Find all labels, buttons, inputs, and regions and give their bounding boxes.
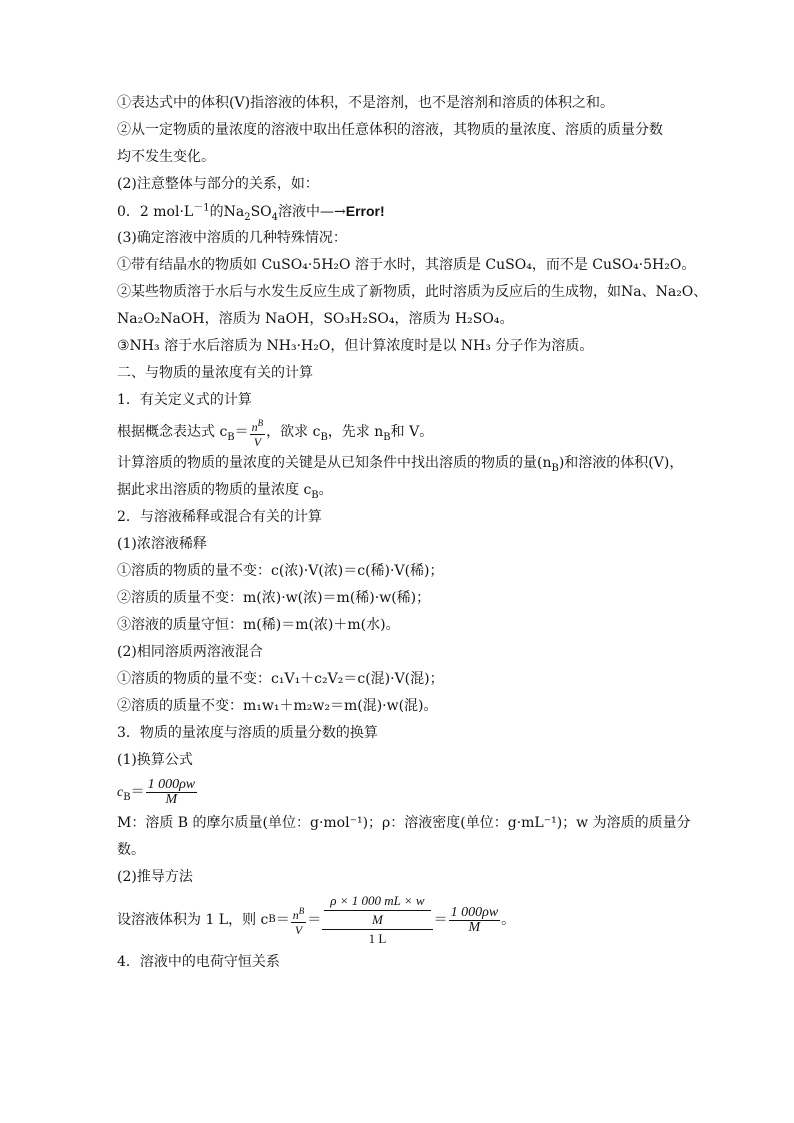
text-line: ①带有结晶水的物质如 CuSO₄·5H₂O 溶于水时，其溶质是 CuSO₄，而不是 CuSO₄·5H₂O。 <box>117 257 696 273</box>
numerator <box>250 416 266 435</box>
equals-sign: ＝ <box>130 784 145 800</box>
numerator: 1 000ρw <box>450 904 499 920</box>
subscript: B <box>383 431 391 443</box>
conversion-formula-line <box>117 774 683 810</box>
subsection-heading: 4．溶液中的电荷守恒关系 <box>117 954 280 970</box>
derivation-row: 设溶液体积为 1 L，则 c B ＝ $\frac{n^B}{V}$ ＝ $\frac{\frac{\rho \times 1 000 mL \times w}{M}}{1 L}$ ＝ $\frac{1 000\rho w}{M}$ 。 <box>117 893 516 946</box>
inner-fraction <box>324 892 430 929</box>
error-text: Error! <box>345 203 385 219</box>
text-span: 据此求出溶质的物质的量浓度 c <box>117 482 312 498</box>
text-line: ②某些物质溶于水后与水发生反应生成了新物质，此时溶质为反应后的生成物，如Na、Na₂O、 <box>117 284 708 300</box>
numerator: 1 000ρw <box>147 776 196 792</box>
text-line: Na₂O₂NaOH，溶质为 NaOH，SO₃H₂SO₄，溶质为 H₂SO₄。 <box>117 311 514 327</box>
text-span: 。 <box>501 911 516 928</box>
inner-numerator: ρ × 1 000 mL × w <box>324 892 430 911</box>
text-line: ②从一定物质的量浓度的溶液中取出任意体积的溶液，其物质的量浓度、溶质的质量分数 <box>117 122 663 138</box>
text-span: )和溶液的体积(V)， <box>558 455 684 471</box>
numerator-text: n <box>251 419 258 434</box>
text-line: ①溶质的物质的量不变：c₁V₁＋c₂V₂＝c(混)·V(混)； <box>117 671 444 687</box>
numerator-sup: B <box>257 417 264 428</box>
text-line: ②溶质的质量不变：m(浓)·w(浓)＝m(稀)·w(稀)； <box>117 590 431 606</box>
numerator-sup: B <box>298 905 305 916</box>
text-line: ③溶液的质量守恒：m(稀)＝m(浓)＋m(水)。 <box>117 617 400 633</box>
text-span: 和 V。 <box>390 424 434 440</box>
text-span: 。 <box>318 482 333 498</box>
subscript: B <box>551 462 559 474</box>
fraction <box>291 904 307 937</box>
numerator-text: n <box>292 907 299 922</box>
fraction <box>449 906 501 935</box>
denominator: M <box>165 791 178 807</box>
denominator: V <box>294 922 303 937</box>
text-span: 根据概念表达式 c <box>117 424 228 440</box>
text-line: ②溶质的质量不变：m₁w₁＋m₂w₂＝m(混)·w(混)。 <box>117 698 438 714</box>
subsection-heading: 3．物质的量浓度与溶质的质量分数的换算 <box>117 725 378 741</box>
denominator: V <box>253 434 262 449</box>
inner-denominator: M <box>372 912 383 927</box>
text-span: ，先求 n <box>327 424 384 440</box>
formula-lhs: c <box>117 785 124 800</box>
equals-sign: ＝ <box>275 911 290 928</box>
document-body <box>117 90 708 976</box>
text-line <box>117 450 683 477</box>
text-line: (2)推导方法 <box>117 869 193 885</box>
subscript: 4 <box>271 211 279 223</box>
text-span: 设溶液体积为 1 L，则 c <box>117 911 269 928</box>
text-line: ③NH₃ 溶于水后溶质为 NH₃·H₂O，但计算浓度时是以 NH₃ 分子作为溶质。 <box>117 338 594 354</box>
subsection-heading: 2．与溶液稀释或混合有关的计算 <box>117 509 322 525</box>
subscript: B <box>227 431 235 443</box>
subscript: 2 <box>244 211 251 223</box>
equals-sign: ＝ <box>307 911 322 928</box>
text-line: (1)换算公式 <box>117 752 193 768</box>
compound-fraction <box>322 892 432 948</box>
subscript: B <box>320 431 328 443</box>
text-span: 的Na <box>209 204 245 220</box>
equals-sign: ＝ <box>433 911 448 928</box>
fraction <box>250 416 266 449</box>
numerator <box>291 904 307 923</box>
text-line: (2)注意整体与部分的关系，如： <box>117 176 319 192</box>
text-line: (2)相同溶质两溶液混合 <box>117 644 263 660</box>
text-span: 溶液中—→ <box>278 204 346 220</box>
text-line: (3)确定溶液中溶质的几种特殊情况： <box>117 230 347 246</box>
subscript: B <box>311 489 319 501</box>
text-span: 计算溶质的物质的量浓度的关键是从已知条件中找出溶质的物质的量(n <box>117 455 552 471</box>
compound-numerator <box>322 892 432 930</box>
text-line: (1)浓溶液稀释 <box>117 536 207 552</box>
superscript: －1 <box>193 202 210 214</box>
equals-sign: ＝ <box>234 424 249 440</box>
text-line: 数。 <box>117 842 145 858</box>
text-span: ，欲求 c <box>266 424 321 440</box>
definition-formula-line <box>117 414 683 450</box>
text-line: ①表达式中的体积(V)指溶液的体积，不是溶剂，也不是溶剂和溶质的体积之和。 <box>117 95 615 111</box>
compound-denominator: 1 L <box>368 931 387 946</box>
text-line-example <box>117 198 683 225</box>
fraction <box>146 778 198 807</box>
text-line: M：溶质 B 的摩尔质量(单位：g·mol⁻¹)；ρ：溶液密度(单位：g·mL⁻¹)；w 为溶质的质量分 <box>117 815 691 831</box>
text-line: ①溶质的物质的量不变：c(浓)·V(浓)＝c(稀)·V(稀)； <box>117 563 444 579</box>
derivation-formula-line <box>117 891 683 949</box>
text-line: 均不发生变化。 <box>117 149 215 165</box>
text-span: 0．2 mol·L <box>117 204 194 220</box>
section-heading: 二、与物质的量浓度有关的计算 <box>117 365 313 381</box>
subscript: B <box>123 791 131 803</box>
denominator: M <box>468 919 481 935</box>
text-span: SO <box>250 204 272 220</box>
text-line <box>117 477 683 504</box>
subsection-heading: 1．有关定义式的计算 <box>117 392 252 408</box>
